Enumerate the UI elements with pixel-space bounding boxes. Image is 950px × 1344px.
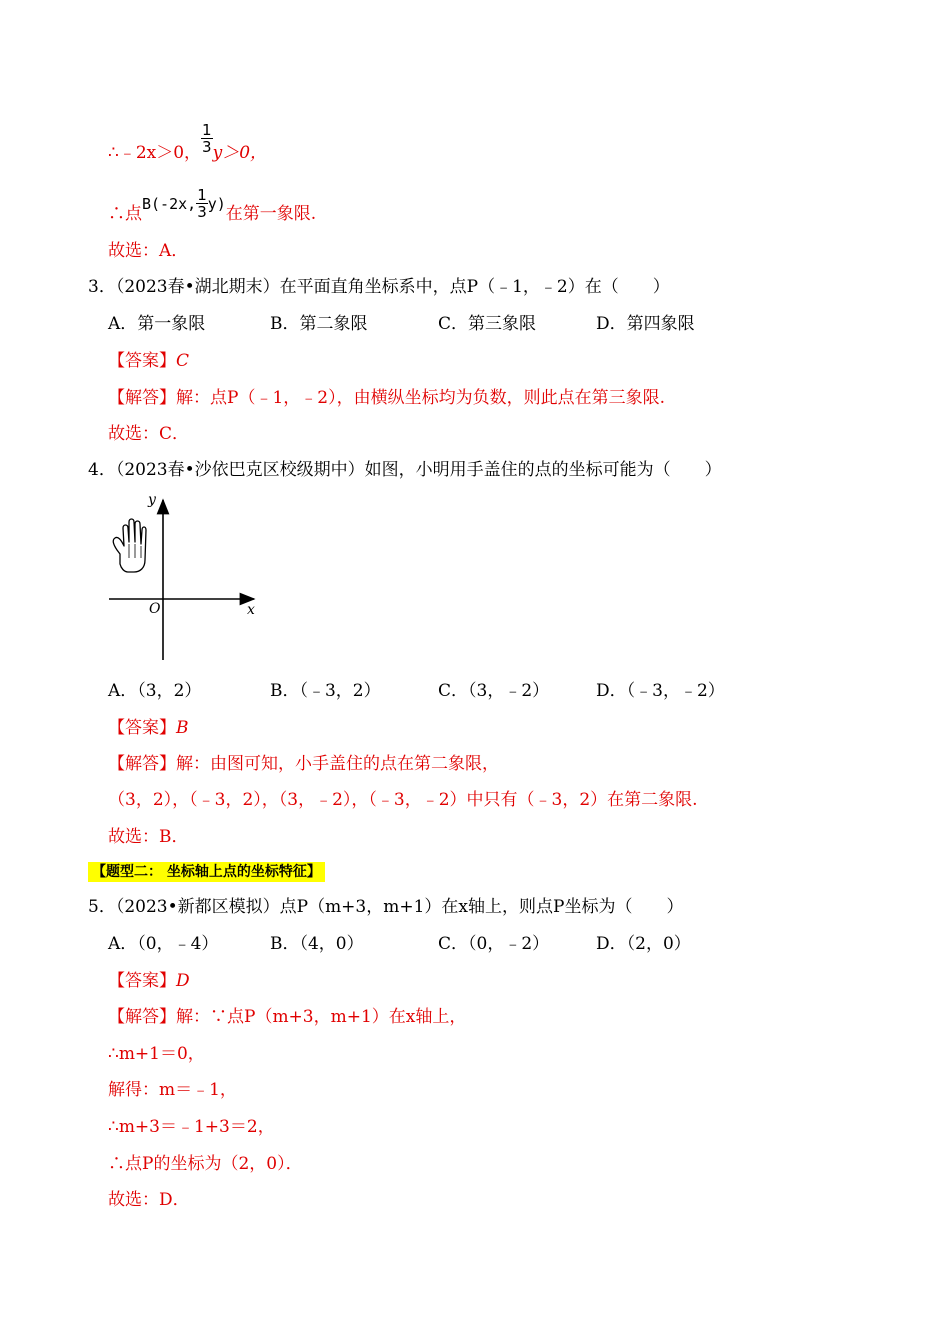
answer-value: B xyxy=(176,718,189,738)
hand-icon xyxy=(113,519,146,572)
option-d: D．（﹣3，﹣2） xyxy=(596,681,725,701)
answer-label: 【答案】 xyxy=(108,351,176,371)
solution-step-1: ∴m+1＝0， xyxy=(108,1044,205,1064)
solution-line-point-b xyxy=(108,186,317,225)
x-axis-label: x xyxy=(247,602,255,618)
question-number: 5． xyxy=(88,897,116,917)
question-source: （2023春•湖北期末） xyxy=(115,277,280,297)
point-b-expression-end: y) xyxy=(207,195,226,213)
analysis-text-2: （3，2），（﹣3，2），（3，﹣2），（﹣3，﹣2）中只有（﹣3，2）在第二象限. xyxy=(108,790,698,810)
analysis-label: 【解答】 xyxy=(108,1007,176,1027)
fraction-one-third-2 xyxy=(196,187,208,220)
answer-value: D xyxy=(176,971,190,991)
option-d: D．第四象限 xyxy=(596,314,695,334)
option-a: A．（3，2） xyxy=(108,681,202,701)
analysis-label: 【解答】 xyxy=(108,388,176,408)
question-number: 3． xyxy=(88,277,116,297)
choice-line: 故选：C． xyxy=(108,424,190,444)
solution-step-3: ∴m+3＝﹣1+3＝2， xyxy=(108,1117,275,1137)
analysis-text: 解：由图可知，小手盖住的点在第二象限， xyxy=(176,754,499,774)
question-source: （2023•新都区模拟） xyxy=(115,897,280,917)
question-text: 在平面直角坐标系中，点P（﹣1，﹣2）在（ ） xyxy=(279,277,670,297)
option-b: B．（4，0） xyxy=(270,934,364,954)
option-b: B．第二象限 xyxy=(270,314,368,334)
origin-label: O xyxy=(149,601,161,617)
solution-line-inequality xyxy=(108,121,268,164)
question-number: 4． xyxy=(88,460,116,480)
coordinate-figure xyxy=(104,488,274,664)
analysis-text: 解：∵点P（m+3，m+1）在x轴上， xyxy=(176,1007,467,1027)
section-heading: 【题型二： 坐标轴上点的坐标特征】 xyxy=(88,862,325,882)
question-5 xyxy=(88,896,683,918)
answer-line xyxy=(108,350,189,372)
inequality-text-2: y＞0， xyxy=(212,143,268,163)
y-axis-label: y xyxy=(148,492,156,508)
analysis-line xyxy=(108,387,665,409)
question-text: 点P（m+3，m+1）在x轴上，则点P坐标为（ ） xyxy=(279,897,684,917)
frac-denominator: 3 xyxy=(197,203,207,221)
option-b: B．（﹣3，2） xyxy=(270,681,381,701)
option-a: A．（0，﹣4） xyxy=(108,934,219,954)
option-d: D．（2，0） xyxy=(596,934,691,954)
solution-step-4: ∴点P的坐标为（2，0）． xyxy=(108,1154,303,1174)
question-source: （2023春•沙依巴克区校级期中） xyxy=(115,460,365,480)
fraction-one-third xyxy=(201,122,213,155)
therefore-point: ∴点 xyxy=(108,204,142,224)
frac-numerator: 1 xyxy=(197,186,207,204)
analysis-label: 【解答】 xyxy=(108,754,176,774)
answer-line xyxy=(108,717,189,739)
option-a: A．第一象限 xyxy=(108,314,206,334)
quadrant-statement: 在第一象限. xyxy=(225,204,317,224)
solution-step-2: 解得：m＝﹣1， xyxy=(108,1080,237,1100)
question-4 xyxy=(88,459,722,481)
answer-line xyxy=(108,970,190,992)
point-b-expression: B(-2x, xyxy=(142,195,197,213)
frac-denominator: 3 xyxy=(202,138,212,156)
solution-choice: 故选：A． xyxy=(108,241,189,261)
option-c: C．第三象限 xyxy=(438,314,537,334)
answer-label: 【答案】 xyxy=(108,971,176,991)
question-text: 如图，小明用手盖住的点的坐标可能为（ ） xyxy=(364,460,722,480)
analysis-text: 解：点P（﹣1，﹣2），由横纵坐标均为负数，则此点在第三象限. xyxy=(176,388,665,408)
answer-label: 【答案】 xyxy=(108,718,176,738)
analysis-line xyxy=(108,1006,466,1028)
answer-value: C xyxy=(176,351,190,371)
inequality-text: ∴﹣2x＞0， xyxy=(108,143,202,163)
frac-numerator: 1 xyxy=(202,121,212,139)
option-c: C．（0，﹣2） xyxy=(438,934,550,954)
analysis-line xyxy=(108,753,499,775)
choice-line: 故选：B． xyxy=(108,827,189,847)
choice-line: 故选：D． xyxy=(108,1190,190,1210)
option-c: C．（3，﹣2） xyxy=(438,681,550,701)
question-3 xyxy=(88,276,670,298)
